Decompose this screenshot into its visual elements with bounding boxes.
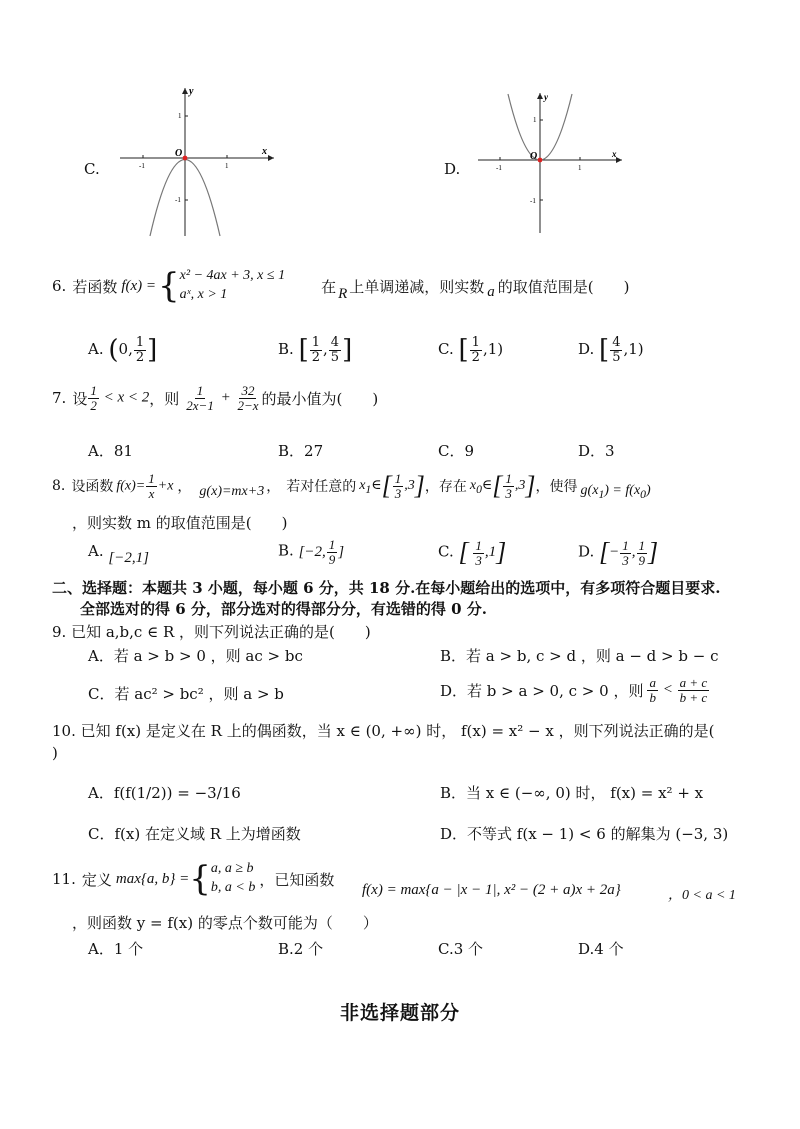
q11-function: f(x) = max{a − |x − 1|, x² − (2 + a)x + 2a} [362, 882, 621, 898]
question-text: 在 [321, 277, 337, 296]
question-number: 6. [52, 277, 67, 295]
y-axis-label: y [544, 92, 548, 102]
question-text: 上单调递减，则实数 [349, 277, 485, 296]
x-axis-label: x [612, 149, 617, 159]
graph-c [112, 84, 282, 239]
option-c[interactable]: C. [ $\frac{1}{3}$ ,1] [438, 537, 507, 568]
q7-options [88, 440, 728, 464]
origin-label: O [175, 148, 183, 159]
question-lead: 若函数 [72, 277, 118, 296]
piecewise-case-1: x² − 4ax + 3, x ≤ 1 [179, 268, 286, 284]
option-d[interactable]: D．3 [578, 442, 615, 460]
section-2-heading: 二、选择题：本题共 3 小题，每小题 6 分，共 18 分.在每小题给出的选项中，有多项符合题目要求. [52, 579, 721, 597]
option-a[interactable]: A．1 个 [88, 940, 144, 958]
tick-label: -1 [139, 162, 145, 170]
option-b[interactable]: B．当 x ∈ (−∞, 0) 时， f(x) = x² + x [440, 784, 704, 802]
q11-line2: ，则函数 y = f(x) 的零点个数可能为（ ） [72, 914, 378, 932]
tick-label: 1 [578, 164, 582, 172]
section-2-rule: 全部选对的得 6 分，部分选对的得部分分，有选错的得 0 分. [80, 600, 487, 618]
q8-options [88, 534, 728, 568]
question-8: 8. 设函数 f(x)= $\frac{1}{x}$ +x ， g(x)=mx+3 ， 若对任意的 $x_1\in$[ $\frac{1}{3}$ ,3] ， 存在 $x_0\in$[ $\frac{1}{3}$ ,3] ， 使得 $g(x_1) = f(x_0)$ [52, 470, 651, 501]
tick-label: 1 [178, 112, 182, 120]
tick-label: -1 [496, 164, 502, 172]
option-c[interactable]: C. [ $\frac{1}{2}$ ,1) [438, 334, 504, 365]
tick-label: 1 [225, 162, 229, 170]
x-axis-label: x [262, 146, 267, 157]
tick-label: 1 [533, 116, 537, 124]
option-d[interactable]: D．不等式 f(x − 1) < 6 的解集为 (−3, 3) [440, 825, 729, 843]
question-10-cont: ) [52, 744, 58, 762]
option-a[interactable]: A．若 a > b > 0 ，则 ac > bc [88, 647, 303, 665]
tick-label: -1 [530, 197, 536, 205]
tick-label: -1 [175, 196, 181, 204]
q11-condition: ，0 < a < 1 [668, 888, 736, 903]
origin-label: O [530, 151, 538, 162]
option-a[interactable]: A．81 [88, 442, 133, 460]
option-a[interactable]: A. (0, $\frac{1}{2}$ ] [88, 334, 158, 365]
option-c[interactable]: C．f(x) 在定义域 R 上为增函数 [88, 825, 301, 843]
graph-d [472, 90, 627, 235]
question-11: 11. 定义 max{a, b} = { a, a ≥ b b, a < b ，已知函数 [52, 859, 335, 899]
option-b[interactable]: B.2 个 [278, 940, 324, 958]
y-axis-label: y [189, 86, 194, 97]
option-d[interactable]: D．若 b > a > 0, c > 0 ，则 $\frac{a}{b}$ < $\frac{a + c}{b + c}$ [440, 674, 708, 705]
q11-options [88, 938, 728, 962]
option-b[interactable]: B．27 [278, 442, 324, 460]
question-6: 6. 若函数 f(x) = { x² − 4ax + 3, x ≤ 1 aˣ, x > 1 在 R 上单调递减，则实数 a 的取值范围是( ) [52, 266, 630, 306]
option-d[interactable]: D. [ $\frac{4}{5}$ ,1) [578, 334, 644, 365]
question-9: 9. 已知 a,b,c ∈ R ，则下列说法正确的是( ) [52, 623, 371, 641]
option-a[interactable]: A. [−2,1] [88, 542, 149, 566]
option-d[interactable]: D. [− $\frac{1}{3}$ , $\frac{1}{9}$ ] [578, 537, 659, 568]
piecewise-case-2: aˣ, x > 1 [179, 287, 228, 302]
option-c-label: C. [84, 160, 100, 178]
option-c[interactable]: C．若 ac² > bc² ，则 a > b [88, 685, 284, 703]
option-d[interactable]: D.4 个 [578, 940, 624, 958]
option-b[interactable]: B．若 a > b, c > d ，则 a − d > b − c [440, 647, 719, 665]
option-c[interactable]: C.3 个 [438, 940, 484, 958]
option-c[interactable]: C．9 [438, 442, 475, 460]
option-d-label: D. [444, 160, 461, 178]
option-a[interactable]: A．f(f(1/2)) = −3/16 [88, 784, 241, 802]
variable-a: a [487, 283, 495, 300]
function-name: f(x) = [121, 277, 157, 294]
section-title: 非选择题部分 [339, 1002, 460, 1024]
option-b[interactable]: B. [ $\frac{1}{2}$ , $\frac{4}{5}$ ] [278, 334, 353, 365]
set-r: R [338, 285, 348, 302]
q6-options [88, 325, 728, 365]
question-10: 10. 已知 f(x) 是定义在 R 上的偶函数，当 x ∈ (0, +∞) 时， f(x) = x² − x ，则下列说法正确的是( [52, 722, 715, 740]
question-text: 的取值范围是( ) [497, 277, 630, 296]
question-7: 7. 设 $\frac{1}{2}$ < x < 2 ，则 $\frac{1}{2x-1}$ + $\frac{32}{2-x}$ 的最小值为( ) [52, 382, 379, 413]
q8-line2: ，则实数 m 的取值范围是( ) [72, 514, 288, 532]
option-b[interactable]: B. [−2, $\frac{1}{9}$ ] [278, 537, 345, 567]
